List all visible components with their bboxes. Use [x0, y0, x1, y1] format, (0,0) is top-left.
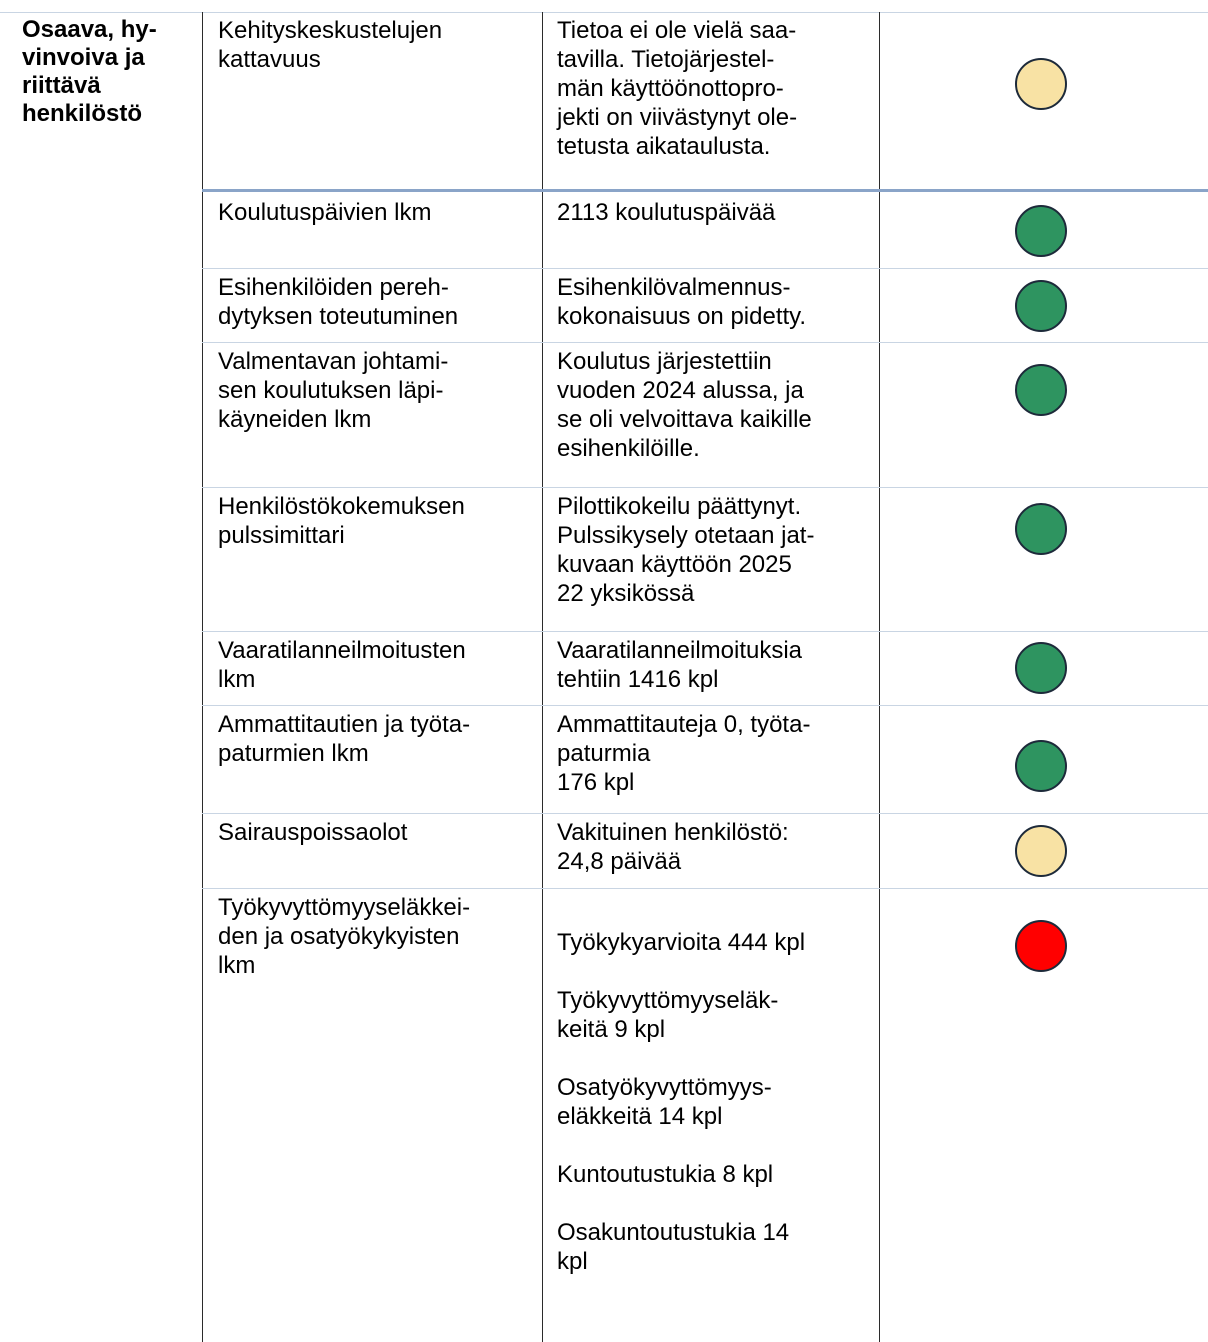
status-paragraph — [557, 1073, 805, 1131]
indicator-name — [218, 492, 465, 550]
text-line: tehtiin 1416 kpl — [557, 666, 719, 693]
text-line: Kuntoutustukia 8 kpl — [557, 1161, 774, 1188]
text-line: Henkilöstökokemuksen — [218, 493, 465, 520]
status-indicator-green — [1015, 503, 1067, 555]
text-line: Vakituinen henkilöstö: — [557, 819, 789, 846]
indicator-name — [218, 818, 407, 847]
text-line: den ja osatyökykyisten — [218, 923, 460, 950]
category-label — [22, 16, 157, 128]
text-line: Sairauspoissaolot — [218, 819, 408, 846]
indicator-status-text — [557, 710, 810, 797]
column-divider-1 — [202, 12, 203, 1342]
status-indicator-green — [1015, 642, 1067, 694]
status-indicator-green — [1015, 280, 1067, 332]
indicator-name — [218, 16, 442, 74]
indicator-status-text — [557, 928, 805, 1276]
text-line: Esihenkilöiden pereh- — [218, 274, 449, 301]
text-line: käyneiden lkm — [218, 406, 372, 433]
indicator-status-text — [557, 492, 814, 608]
text-line: vuoden 2024 alussa, ja — [557, 377, 804, 404]
category-line: henkilöstö — [22, 100, 143, 127]
indicator-status-text — [557, 347, 812, 463]
text-line: Työkyvyttömyyseläk- — [557, 987, 779, 1014]
status-indicator-green — [1015, 740, 1067, 792]
text-line: pulssimittari — [218, 522, 345, 549]
indicator-status-text — [557, 636, 802, 694]
text-line: tetusta aikataulusta. — [557, 133, 771, 160]
status-paragraph — [557, 986, 805, 1044]
text-line: Koulutus järjestettiin — [557, 348, 772, 375]
indicator-name — [218, 893, 470, 980]
text-line: 24,8 päivää — [557, 848, 682, 875]
status-paragraph — [557, 1218, 805, 1276]
text-line: Koulutuspäivien lkm — [218, 199, 432, 226]
text-line: kuvaan käyttöön 2025 — [557, 551, 792, 578]
row-divider — [202, 888, 1208, 889]
text-line: paturmia — [557, 740, 651, 767]
indicator-status-text — [557, 818, 789, 876]
status-indicator-red — [1015, 920, 1067, 972]
row-divider — [202, 631, 1208, 632]
text-line: sen koulutuksen läpi- — [218, 377, 444, 404]
category-line: vinvoiva ja — [22, 44, 145, 71]
table-top-border — [0, 12, 1208, 13]
text-line: Työkyvyttömyyseläkkei- — [218, 894, 471, 921]
status-indicator-green — [1015, 364, 1067, 416]
column-divider-2 — [542, 12, 543, 1342]
row-divider — [202, 342, 1208, 343]
indicator-name — [218, 198, 431, 227]
text-line: Pilottikokeilu päättynyt. — [557, 493, 802, 520]
text-line: Valmentavan johtami- — [218, 348, 449, 375]
text-line: Esihenkilövalmennus- — [557, 274, 791, 301]
text-line: Ammattitauteja 0, työta- — [557, 711, 811, 738]
text-line: kpl — [557, 1248, 588, 1275]
indicator-name — [218, 273, 458, 331]
text-line: Vaaratilanneilmoituksia — [557, 637, 803, 664]
text-line: Osakuntoutustukia 14 — [557, 1219, 790, 1246]
row-divider — [202, 705, 1208, 706]
row-divider — [202, 487, 1208, 488]
text-line: eläkkeitä 14 kpl — [557, 1103, 723, 1130]
text-line: Työkykyarvioita 444 kpl — [557, 929, 806, 956]
category-line: Osaava, hy- — [22, 16, 157, 43]
indicator-name — [218, 710, 470, 768]
text-line: kattavuus — [218, 46, 321, 73]
text-line: 176 kpl — [557, 769, 635, 796]
row-divider — [202, 189, 1208, 192]
text-line: lkm — [218, 952, 256, 979]
text-line: Ammattitautien ja työta- — [218, 711, 471, 738]
status-indicator-green — [1015, 205, 1067, 257]
indicator-name — [218, 347, 448, 434]
indicator-status-text — [557, 16, 797, 161]
text-line: män käyttöönottopro- — [557, 75, 784, 102]
status-indicator-yellow — [1015, 58, 1067, 110]
category-line: riittävä — [22, 72, 101, 99]
indicator-name — [218, 636, 466, 694]
status-indicator-yellow — [1015, 825, 1067, 877]
text-line: paturmien lkm — [218, 740, 369, 767]
status-paragraph — [557, 928, 805, 957]
text-line: kokonaisuus on pidetty. — [557, 303, 807, 330]
text-line: se oli velvoittava kaikille — [557, 406, 812, 433]
row-divider — [202, 268, 1208, 269]
status-paragraph — [557, 1160, 805, 1189]
row-divider — [202, 813, 1208, 814]
text-line: tavilla. Tietojärjestel- — [557, 46, 775, 73]
column-divider-3 — [879, 12, 880, 1342]
text-line: Vaaratilanneilmoitusten — [218, 637, 466, 664]
text-line: lkm — [218, 666, 256, 693]
text-line: Kehityskeskustelujen — [218, 17, 443, 44]
text-line: jekti on viivästynyt ole- — [557, 104, 798, 131]
text-line: keitä 9 kpl — [557, 1016, 666, 1043]
indicator-status-text — [557, 198, 775, 227]
text-line: 2113 koulutuspäivää — [557, 199, 776, 226]
text-line: Tietoa ei ole vielä saa- — [557, 17, 797, 44]
text-line: Pulssikysely otetaan jat- — [557, 522, 815, 549]
indicator-status-text — [557, 273, 806, 331]
text-line: esihenkilöille. — [557, 435, 700, 462]
text-line: dytyksen toteutuminen — [218, 303, 459, 330]
text-line: 22 yksikössä — [557, 580, 695, 607]
text-line: Osatyökyvyttömyys- — [557, 1074, 772, 1101]
